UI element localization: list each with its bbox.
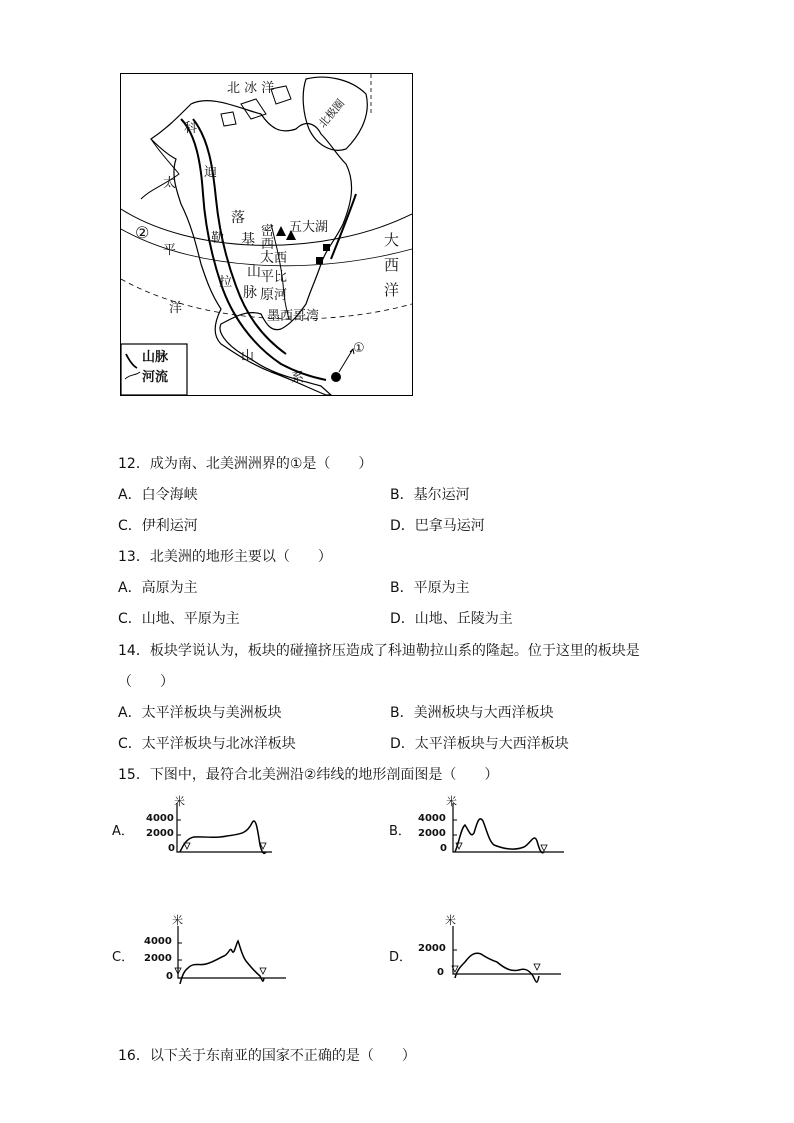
label-marker-1: ① [353, 341, 365, 356]
question-16-stem: 16．以下关于东南亚的国家不正确的是（ ） [118, 1048, 416, 1064]
q12-option-c[interactable]: C．伊利运河 [118, 518, 198, 534]
profile-d-curve [449, 926, 567, 992]
profile-d-tick-0: 0 [437, 967, 444, 978]
question-14-blank: （ ） [118, 674, 174, 690]
label-cordillera-3: 勒 [211, 231, 225, 246]
label-cordillera-1: 科 [184, 121, 198, 136]
legend-river-label: 河流 [142, 370, 169, 385]
profile-c-tick-2000: 2000 [144, 953, 172, 964]
q12-option-b[interactable]: B．基尔运河 [390, 487, 470, 503]
label-rocky-1: 落 [231, 210, 245, 226]
question-14-stem: 14．板块学说认为，板块的碰撞挤压造成了科迪勒拉山系的隆起。位于这里的板块是 [118, 643, 640, 659]
label-mississippi-3: 西 [274, 251, 288, 266]
question-12-stem: 12．成为南、北美洲洲界的①是（ ） [118, 456, 373, 472]
question-15-stem: 15．下图中，最符合北美洲沿②纬线的地形剖面图是（ ） [118, 767, 499, 783]
q14-option-a[interactable]: A．太平洋板块与美洲板块 [118, 705, 282, 721]
profile-b-tick-2000: 2000 [418, 828, 446, 839]
label-plain-1: 太 [260, 250, 274, 266]
q14-option-b[interactable]: B．美洲板块与大西洋板块 [390, 705, 554, 721]
q14-option-d[interactable]: D．太平洋板块与大西洋板块 [390, 736, 569, 752]
profile-c-tick-0: 0 [166, 971, 173, 982]
profile-d-tick-2000: 2000 [418, 943, 446, 954]
q13-option-c[interactable]: C．山地、平原为主 [118, 611, 240, 627]
profile-option-a[interactable] [112, 793, 282, 863]
label-plain-2: 平 [260, 269, 274, 285]
profile-option-b[interactable] [389, 793, 569, 863]
label-latitude-2: ② [135, 223, 150, 242]
label-pacific-3: 洋 [169, 301, 183, 316]
profile-b-letter: B． [389, 824, 411, 839]
profile-b-tick-0: 0 [440, 843, 447, 854]
label-mississippi-5: 河 [274, 288, 288, 303]
label-plain-3: 原 [260, 287, 274, 303]
q12-option-a[interactable]: A．白令海峡 [118, 487, 198, 503]
q13-option-b[interactable]: B．平原为主 [390, 580, 470, 596]
profile-option-c[interactable] [112, 912, 292, 992]
label-rocky-3: 山 [247, 264, 261, 280]
label-pacific-2: 平 [163, 243, 177, 258]
label-pacific-1: 太 [163, 176, 177, 191]
q14-option-c[interactable]: C．太平洋板块与北冰洋板块 [118, 736, 296, 752]
label-mississippi-2: 西 [261, 237, 275, 252]
label-cordillera-5: 山 [241, 349, 255, 364]
question-13-stem: 13．北美洲的地形主要以（ ） [118, 549, 332, 565]
profile-b-curve [449, 803, 569, 863]
q12-option-d[interactable]: D．巴拿马运河 [390, 518, 485, 534]
label-atlantic-3: 洋 [384, 281, 400, 299]
profile-a-tick-0: 0 [168, 843, 175, 854]
profile-d-letter: D． [389, 950, 413, 965]
profile-c-unit: 米 [172, 914, 183, 927]
label-atlantic-2: 西 [384, 256, 400, 274]
profile-a-unit: 米 [174, 795, 185, 808]
profile-a-tick-4000: 4000 [146, 813, 174, 824]
profile-d-unit: 米 [445, 914, 456, 927]
north-america-map [120, 73, 413, 396]
label-gulf-of-mexico: 墨西哥湾 [267, 309, 320, 324]
profile-c-curve [174, 926, 292, 992]
profile-b-tick-4000: 4000 [418, 813, 446, 824]
label-cordillera-2: 迪 [204, 165, 218, 180]
label-mississippi-4: 比 [274, 270, 288, 285]
profile-c-letter: C． [112, 950, 135, 965]
profile-c-tick-4000: 4000 [144, 936, 172, 947]
q13-option-d[interactable]: D．山地、丘陵为主 [390, 611, 513, 627]
label-cordillera-6: 系 [291, 371, 305, 386]
legend-mountain-label: 山脉 [142, 350, 169, 365]
label-rocky-2: 基 [241, 232, 255, 248]
profile-a-curve [172, 803, 282, 863]
label-cordillera-4: 拉 [219, 275, 233, 290]
q13-option-a[interactable]: A．高原为主 [118, 580, 198, 596]
label-arctic-ocean: 北 冰 洋 [227, 81, 275, 96]
label-mississippi-1: 密 [261, 224, 275, 239]
label-atlantic-1: 大 [384, 231, 400, 249]
profile-b-unit: 米 [446, 795, 457, 808]
label-rocky-4: 脉 [243, 285, 257, 301]
profile-a-tick-2000: 2000 [146, 828, 174, 839]
profile-a-letter: A． [112, 824, 134, 839]
label-great-lakes: 五大湖 [289, 220, 329, 235]
label-arctic-circle: 北极圈 [316, 96, 348, 131]
profile-option-d[interactable] [389, 912, 569, 992]
